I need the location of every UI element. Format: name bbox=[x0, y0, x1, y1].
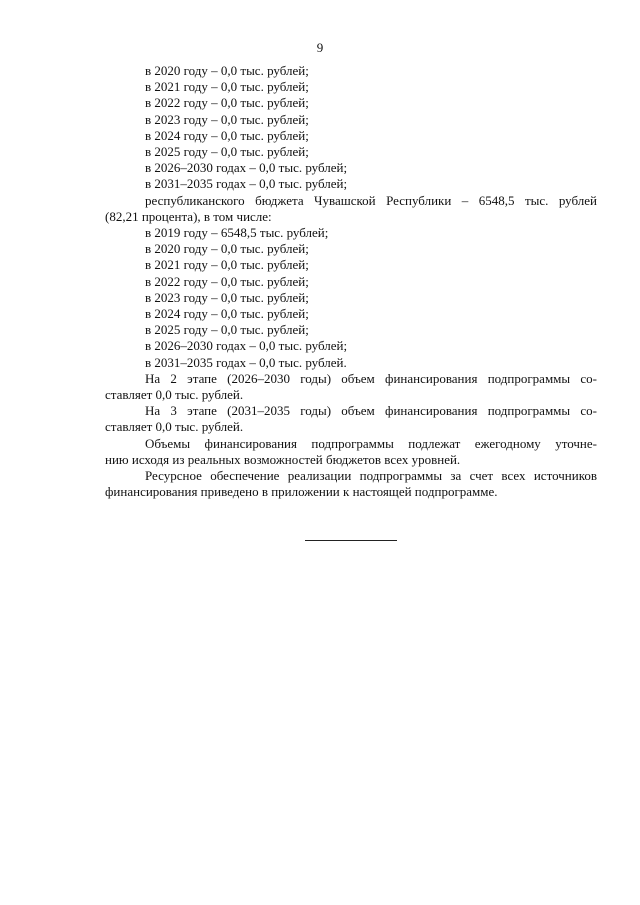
text-line: в 2019 году – 6548,5 тыс. рублей; bbox=[145, 225, 329, 241]
text-line: в 2023 году – 0,0 тыс. рублей; bbox=[145, 289, 309, 305]
text-line: (82,21 процента), в том числе: bbox=[105, 208, 272, 224]
text-line: в 2026–2030 годах – 0,0 тыс. рублей; bbox=[145, 338, 348, 354]
text-line: в 2024 году – 0,0 тыс. рублей; bbox=[145, 306, 309, 322]
text-line: в 2025 году – 0,0 тыс. рублей; bbox=[145, 322, 309, 338]
text-line: в 2026–2030 годах – 0,0 тыс. рублей; bbox=[145, 160, 348, 176]
text-line: финансирования приведено в приложении к настоящей подпрограмме. bbox=[105, 484, 498, 500]
text-line: Ресурсное обеспечение реализации подпрограммы за счет всех источников bbox=[145, 468, 597, 484]
text-line: в 2024 году – 0,0 тыс. рублей; bbox=[145, 127, 309, 143]
text-line: нию исходя из реальных возможностей бюджетов всех уровней. bbox=[105, 451, 461, 467]
text-line: в 2023 году – 0,0 тыс. рублей; bbox=[145, 111, 309, 127]
text-line: в 2020 году – 0,0 тыс. рублей; bbox=[145, 241, 309, 257]
text-line: в 2021 году – 0,0 тыс. рублей; bbox=[145, 79, 309, 95]
text-line: ставляет 0,0 тыс. рублей. bbox=[105, 387, 244, 403]
page-number: 9 bbox=[316, 40, 324, 55]
text-line: в 2020 году – 0,0 тыс. рублей; bbox=[145, 63, 309, 78]
text-line: в 2021 году – 0,0 тыс. рублей; bbox=[145, 257, 309, 273]
text-line: ставляет 0,0 тыс. рублей. bbox=[105, 419, 244, 435]
end-divider bbox=[305, 540, 397, 541]
text-line: в 2031–2035 годах – 0,0 тыс. рублей. bbox=[145, 354, 347, 370]
text-line: в 2031–2035 годах – 0,0 тыс. рублей; bbox=[145, 176, 348, 192]
text-line: в 2022 году – 0,0 тыс. рублей; bbox=[145, 273, 309, 289]
text-line: республиканского бюджета Чувашской Республики – 6548,5 тыс. рублей bbox=[145, 192, 597, 208]
text-line: в 2025 году – 0,0 тыс. рублей; bbox=[145, 144, 309, 160]
text-line: в 2022 году – 0,0 тыс. рублей; bbox=[145, 95, 309, 111]
text-line: На 3 этапе (2031–2035 годы) объем финансирования подпрограммы со- bbox=[145, 403, 597, 419]
text-line: На 2 этапе (2026–2030 годы) объем финансирования подпрограммы со- bbox=[145, 370, 597, 386]
text-line: Объемы финансирования подпрограммы подлежат ежегодному уточне- bbox=[145, 435, 597, 451]
document-body bbox=[105, 63, 597, 500]
